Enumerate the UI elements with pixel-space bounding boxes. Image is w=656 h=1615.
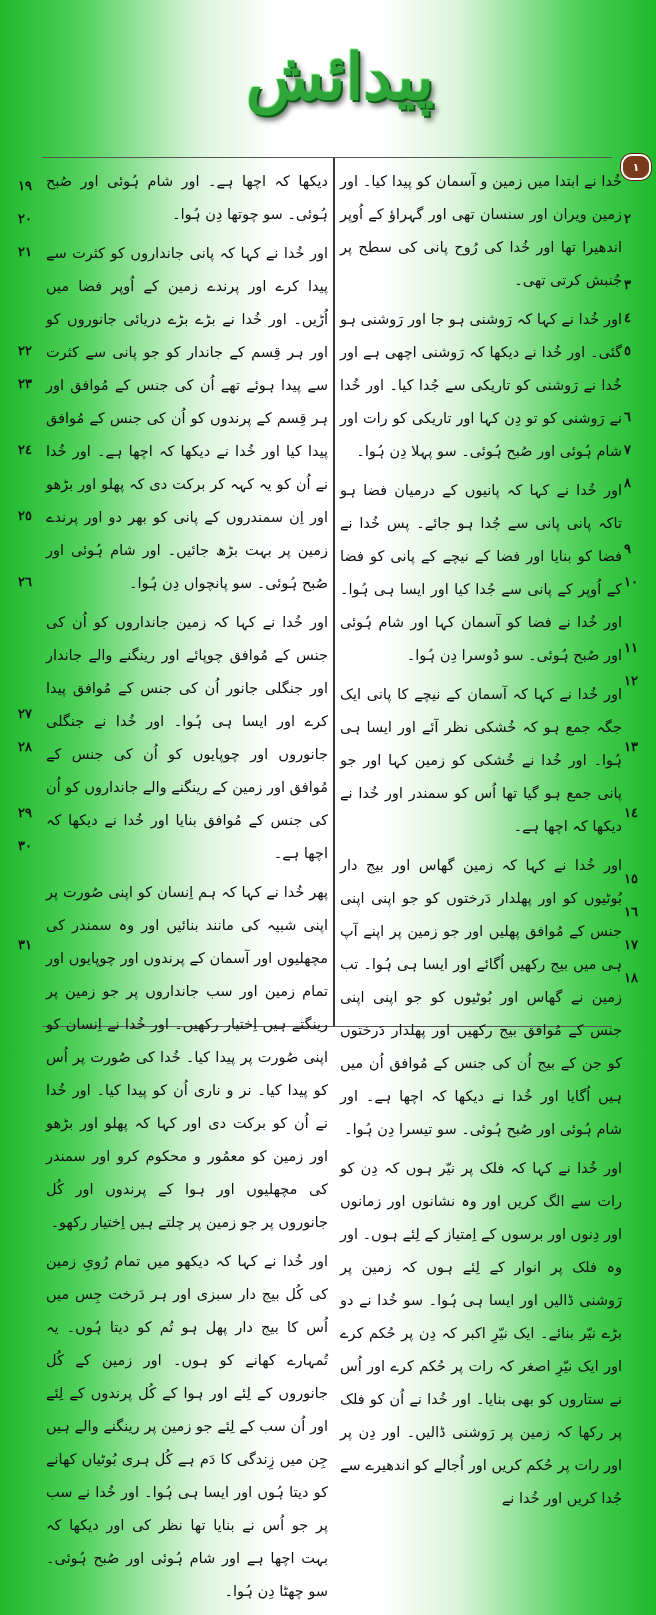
verse-number: ١٦ — [624, 904, 638, 919]
verse-number: ٥ — [624, 343, 631, 358]
verse-block: اور خُدا نے کہا کہ پانیوں کے درمیان فضا ہو تاکہ پانی پانی سے جُدا ہو جائے۔ پس خُدا نے فضا کو بنایا اور فضا کے نیچے کے پانی کو فضا کے اُوپر کے پانی سے جُدا کیا اور ایسا ہی ہُوا۔ اور خُدا نے فضا کو آسمان کہا اور شام ہُوئی اور صُبح ہُوئی۔ سو دُوسرا دِن ہُوا۔ — [340, 483, 622, 664]
verse-block: اور خُدا نے کہا کہ آسمان کے نیچے کا پانی ایک جگہ جمع ہو کہ خُشکی نظر آئے اور ایسا ہی ہُوا۔ اور خُدا نے خُشکی کو زمین کہا اور جو پانی جمع ہو گیا تھا اُس کو سمندر اور خُدا نے دیکھا کہ اچھا ہے۔ — [340, 687, 622, 835]
verse-number: ٩ — [624, 541, 631, 556]
verse-number: ١٩ — [18, 178, 32, 193]
column-divider — [333, 158, 335, 1026]
verse-block: اور خُدا نے کہا کہ دیکھو میں تمام رُویِ زمین کی کُل بیج دار سبزی اور ہر دَرخت جِس میں اُس کا بیج دار پھل ہو تُم کو دیتا ہُوں۔ یہ تُمہارے کھانے کو ہوں۔ اور زمین کے کُل جانوروں کے لِئے اور ہوا کے کُل پرندوں کے لِئے اور اُن سب کے لِئے جو زمین پر رینگنے والے ہیں جِن میں زِندگی کا دَم ہے کُل ہری بُوٹیاں کھانے کو دیتا ہُوں اور ایسا ہی ہُوا۔ اور خُدا نے سب پر جو اُس نے بنایا تھا نظر کی اور دیکھا کہ بہت اچھا ہے اور شام ہُوئی اور صُبح ہُوئی۔ سو چھٹا دِن ہُوا۔ — [46, 1254, 328, 1600]
verse-number: ٢٠ — [18, 211, 32, 226]
verse-number: ١٨ — [624, 970, 638, 985]
verse-number: ٢٤ — [18, 442, 32, 457]
verse-block: اور خُدا نے کہا کہ رَوشنی ہو جا اور رَوشنی ہو گئی۔ اور خُدا نے دیکھا کہ رَوشنی اچھی ہے اور خُدا نے رَوشنی کو تاریکی سے جُدا کیا۔ اور خُدا نے رَوشنی کو تو دِن کہا اور تاریکی کو رات اور شام ہُوئی اور صُبح ہُوئی۔ سو پہلا دِن ہُوا۔ — [340, 312, 622, 460]
verse-block: اور خُدا نے کہا کہ زمین گھاس اور بیج دار بُوٹیوں کو اور پھلدار دَرختوں کو جو اپنی اپنی جنس کے مُوافق پھلیں اور جو زمین پر اپنے آپ ہی میں بیج رکھیں اُگائے اور ایسا ہی ہُوا۔ تب زمین نے گھاس اور بُوٹیوں کو جو اپنی اپنی جنس کے مُوافق بیج رکھیں اور پھلدار دَرختوں کو جن کے بیج اُن کی جنس کے مُوافق اُن میں ہیں اُگایا اور خُدا نے دیکھا کہ اچھا ہے۔ اور شام ہُوئی اور صُبح ہُوئی۔ سو تیسرا دِن ہُوا۔ — [340, 858, 622, 1138]
verse-number: ١٠ — [624, 574, 638, 589]
verse-number: ٢٨ — [18, 739, 32, 754]
top-rule — [42, 157, 612, 158]
verse-block: پھر خُدا نے کہا کہ ہم اِنسان کو اپنی صُورت پر اپنی شبیہ کی مانند بنائیں اور وہ سمندر کی مچھلیوں اور آسمان کے پرندوں اور چوپایوں اور تمام زمین اور سب جانداروں پر جو زمین پر رینگتے ہیں اِختیار رکھیں۔ اور خُدا نے اِنسان کو اپنی صُورت پر پیدا کیا۔ خُدا کی صُورت پر اُس کو پیدا کیا۔ نر و ناری اُن کو پیدا کیا۔ اور خُدا نے اُن کو برکت دی اور کہا کہ پھلو اور بڑھو اور زمین کو معمُور و محکوم کرو اور سمندر کی مچھلیوں اور ہوا کے پرندوں اور کُل جانوروں پر جو زمین پر چلتے ہیں اِختیار رکھو۔ — [46, 885, 328, 1231]
verse-number: ٢١ — [18, 244, 32, 259]
verse-number: ٢٦ — [18, 574, 32, 589]
verse-number: ١٢ — [624, 673, 638, 688]
verse-number: ٣١ — [18, 937, 32, 952]
verse-block: دیکھا کہ اچھا ہے۔ اور شام ہُوئی اور صُبح ہُوئی۔ سو چوتھا دِن ہُوا۔ — [46, 174, 328, 223]
verse-number: ١١ — [624, 640, 638, 655]
book-title: پیدائش — [246, 39, 434, 115]
verse-number: ١٣ — [624, 739, 638, 754]
right-column — [340, 166, 622, 1522]
verse-number: ٨ — [624, 475, 631, 490]
book-title-banner — [220, 14, 460, 140]
verse-number: ٣ — [624, 277, 631, 292]
verse-block: اور خُدا نے کہا کہ پانی جانداروں کو کثرت سے پیدا کرے اور پرندے زمین کے اُوپر فضا میں اُڑیں۔ اور خُدا نے بڑے بڑے دریائی جانوروں کو اور ہر قِسم کے جاندار کو جو پانی سے کثرت سے پیدا ہوئے تھے اُن کی جنس کے مُوافق اور ہر قِسم کے پرندوں کو اُن کی جنس کے مُوافق پیدا کیا اور خُدا نے دیکھا کہ اچھا ہے۔ اور خُدا نے اُن کو یہ کہہ کر برکت دی کہ پھلو اور بڑھو اور اِن سمندروں کے پانی کو بھر دو اور پرندے زمین پر بہت بڑھ جائیں۔ اور شام ہُوئی اور صُبح ہُوئی۔ سو پانچواں دِن ہُوا۔ — [46, 246, 328, 592]
verse-number: ٧ — [624, 442, 631, 457]
verse-number: ١٤ — [624, 805, 638, 820]
verse-number: ١٧ — [624, 937, 638, 952]
verse-number: ٣٠ — [18, 838, 32, 853]
verse-number: ١٥ — [624, 871, 638, 886]
verse-block: اور خُدا نے کہا کہ زمین جانداروں کو اُن کی جنس کے مُوافق چوپائے اور رینگنے والے جاندار اور جنگلی جانور اُن کی جنس کے مُوافق پیدا کرے اور ایسا ہی ہُوا۔ اور خُدا نے جنگلی جانوروں اور چوپایوں کو اُن کی جنس کے مُوافق اور زمین کے رینگنے والے جانداروں کو اُن کی جنس کے مُوافق بنایا اور خُدا نے دیکھا کہ اچھا ہے۔ — [46, 615, 328, 862]
verse-block: اور خُدا نے کہا کہ فلک پر نیّر ہوں کہ دِن کو رات سے الگ کریں اور وہ نشانوں اور زمانوں اور دِنوں اور برسوں کے اِمتیاز کے لِئے ہوں۔ اور وہ فلک پر انوار کے لِئے ہوں کہ زمین پر رَوشنی ڈالیں اور ایسا ہی ہُوا۔ سو خُدا نے دو بڑے نیّر بنائے۔ ایک نیّرِ اکبر کہ دِن پر حُکم کرے اور ایک نیّرِ اصغر کہ رات پر حُکم کرے اور اُس نے ستاروں کو بھی بنایا۔ اور خُدا نے اُن کو فلک پر رکھا کہ زمین پر رَوشنی ڈالیں۔ اور دِن پر اور رات پر حُکم کریں اور اُجالے کو اندھیرے سے جُدا کریں اور خُدا نے — [340, 1161, 622, 1507]
verse-number: ٦ — [624, 409, 631, 424]
verse-number: ٢٩ — [18, 805, 32, 820]
verse-block: خُدا نے ابتدا میں زمین و آسمان کو پیدا کیا۔ اور زمین ویران اور سنسان تھی اور گہراؤ کے اُوپر اندھیرا تھا اور خُدا کی رُوح پانی کی سطح پر جُنبش کرتی تھی۔ — [340, 174, 622, 289]
verse-number: ٢٥ — [18, 508, 32, 523]
left-column — [46, 166, 328, 1615]
verse-number: ٤ — [624, 310, 631, 325]
verse-number: ٢٢ — [18, 343, 32, 358]
chapter-badge: ١ — [621, 154, 651, 180]
verse-number: ٢٧ — [18, 706, 32, 721]
verse-number: ٢ — [624, 211, 631, 226]
verse-number: ٢٣ — [18, 376, 32, 391]
